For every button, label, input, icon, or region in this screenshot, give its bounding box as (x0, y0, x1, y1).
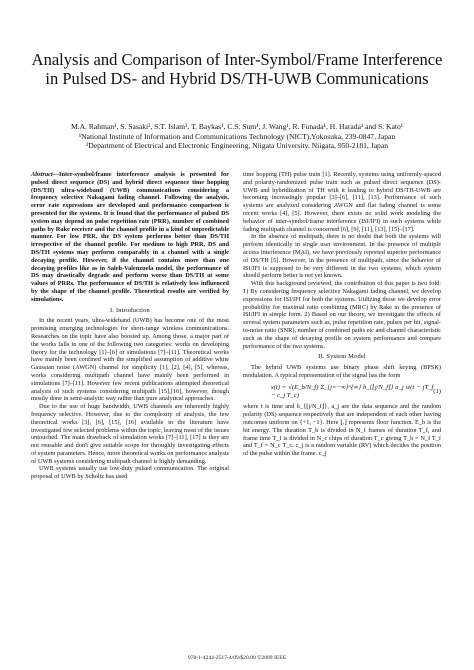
equation-number: (1) (433, 387, 441, 395)
equation-body: s(t) = √(E_b/N_f) Σ_{j=−∞}^{∞} b_{⌊j/N_f⌋} a_j w(t − jT_f − c_j T_c) (271, 383, 434, 399)
authors-line: M.A. Rahman¹, S. Sasaki², S.T. Islam², T. Baykas¹, C.S. Sum¹, J. Wang¹, R. Funada¹, H. Harada¹ and S. Kato¹ (70, 122, 404, 131)
body-paragraph: where t is time and b_{⌊j/N_f⌋}, a_j are the data sequence and the random polarity (DS) sequence respectively that are independent of each other having outcomes uniform on {+1, −1}. Here ⌊.⌋ represents floor function. E_b is the bit energy. The duration T_b is divided in N_f frames of duration T_f, and frame time T_f is divided in N_c chips of duration T_c giving T_b = N_f T_f and T_f = N_c T_c. c_j is a random variable (RV) which decides the position of the pulse within the frame. c_j (243, 403, 441, 458)
affiliation-1: ¹National Institute of Information and Communications Technology (NICT),Yokosuka, 239-0847, Japan (78, 131, 396, 141)
body-paragraph: UWB systems usually use low-duty pulsed communication. The original proposal of UWB by Scholtz has used (31, 465, 229, 481)
right-column (243, 171, 441, 458)
affiliation-2: ²Department of Electrical and Electronic Engineering, Niigata University, Niigata, 950-2181, Japan (85, 141, 389, 150)
body-paragraph: The hybrid UWB systems use binary phase shift keying (BPSK) modulation. A typical representation of the signal has the form (243, 364, 441, 379)
body-paragraph: In the absence of multipath, there is no doubt that both the systems will perform identically in single user environment. In the presence of multiple access interference (MAI), we have previously reported superior performance of DS/TH [5]. However, in the presence of multipath, since the behavior of ISI/IFI is supposed to be very different in the two systems, which system should perform better is not yet known. (243, 233, 441, 280)
body-paragraph: In the recent years, ultra-wideband (UWB) has become one of the most promising emerging technologies for short-range wireless communications. Researches on the topic have also boosted up. Among those, a major part of the works falls in one of the following two categories: works on developing theory for the technology [1]–[6] or simulations [7]–[11]. Theoretical works have mainly been confined with the simplified assumption of additive white Gaussian noise (AWGN) channel for simplicity [1], [2], [4], [5], whereas, works considering multipath channel have mainly been performed in simulations [7]–[11]. However few recent publications attempted theoretical analysis of such systems considering multipath [15],[16], however, though mostly done in semi-analytic way rather than pure analytical approaches. (31, 317, 229, 403)
paper-title: Analysis and Comparison of Inter-Symbol/Frame Interference in Pulsed DS- and Hybrid DS/TH-UWB Communications (31, 50, 443, 88)
author-block (20, 122, 454, 151)
section-heading-introduction: I. Introduction (110, 306, 150, 314)
abstract-label: Abstract— (31, 171, 59, 178)
equation-1 (243, 384, 441, 400)
body-paragraph: Due to the use of huge bandwidth, UWB channels are inherently highly frequency selective. However, due to the complexity of analysis, the few theoretical works [3], [6], [15], [16] available in the literature have investigated few selected problems within the topic, leaving most of the issues untouched. The main drawback of simulation works [7]–[11], [17] is they are not reusable and don't give suitable scope for throughly investigating effects of system parameters. Hence, more theoretical works on performance analysis of UWB systems considering multipath channel is highly demanding. (31, 403, 229, 465)
abstract-text: Inter-symbol/frame interference analysis is presented for pulsed direct sequence (DS) and hybrid direct sequence time hopping (DS/TH) ultra-wideband (UWB) communications considering a frequency selective Nakagami fading channel. Following the analysis, error rate expressions are developed and performance comparison is presented for the systems. It is found that the performance of pulsed DS system may depend on pulse repetition rate (PRR), number of combined paths by Rake receiver and the channel profile in a kind of unpredictable manner. For low PRR, the DS system performs better than DS/TH irrespective of the channel profile. For medium to high PRR, DS and DS/TH systems may perform comparably in a channel with a single decaying profile. However, if the channel contains more than one decaying profiles like as in Saleh-Valenzuela model, the performance of DS may drastically degrade and perform worse than DS/TH at some values of PRRs. The performance of DS/TH is relatively less influenced by the shape of the channel profile. Theoretical results are verified by simulations. (31, 171, 229, 303)
copyright-footer: 978-1-4244-2517-4/09/$20.00 ©2009 IEEE (187, 655, 287, 661)
body-paragraph: time hopping (TH) pulse train [1]. Recently, systems using uniformly-spaced and polarity-randomized pulse train such as pulsed direct sequence (DS)-UWB and hybridization of TH with it leading to hybrid DS/TH-UWB are becoming increasingly popular [3]–[6], [11], [13]. Performance of such systems are analyzed considering AWGN and flat fading channel is some recent works [4], [5]. However, there exists no solid work modeling the behavior of inter-symbol/frame interference (ISI/IFI) in such systems while fading multipath channel is concerned [6], [9], [11], [13], [15]–[17]. (243, 171, 441, 233)
section-heading-system-model: II. System Model (318, 353, 366, 361)
abstract (31, 171, 229, 304)
body-paragraph: With this background reviewed, the contribution of this paper is two fold: 1) By considering frequency selective Nakagami fading channel, we develop expressions for ISI/IFI for both the systems. Utilizing those we develop error probability for maximal ratio combining (MRC) by Rake in the presence of ISI/IFI in simple form. 2) Based on our theory, we investigate the effects of several system parameters such as, pulse repetition rate, pulses per bit, signal-to-noise ratio (SNR), number of combined paths etc and channel characteristic such as the shape of decaying profile on system performance and compare performance of the two systems. (243, 280, 441, 350)
left-column (31, 171, 229, 481)
